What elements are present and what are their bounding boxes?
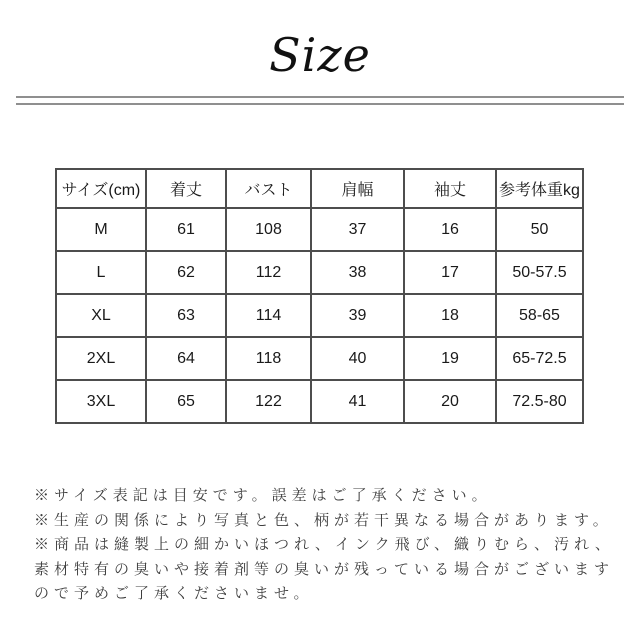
header-bust: バスト bbox=[226, 169, 311, 208]
cell-shoulder: 40 bbox=[311, 337, 404, 380]
table-row-xl bbox=[56, 294, 583, 337]
disclaimer-notes bbox=[34, 484, 630, 607]
table-header-row bbox=[56, 169, 583, 208]
cell-size: 3XL bbox=[56, 380, 146, 423]
cell-shoulder: 37 bbox=[311, 208, 404, 251]
note-line: ので予めご了承くださいませ。 bbox=[34, 585, 314, 602]
cell-weight: 58-65 bbox=[496, 294, 583, 337]
header-shoulder: 肩幅 bbox=[311, 169, 404, 208]
cell-length: 62 bbox=[146, 251, 226, 294]
cell-length: 65 bbox=[146, 380, 226, 423]
cell-weight: 72.5-80 bbox=[496, 380, 583, 423]
cell-size: XL bbox=[56, 294, 146, 337]
cell-bust: 114 bbox=[226, 294, 311, 337]
table-row-l bbox=[56, 251, 583, 294]
cell-size: 2XL bbox=[56, 337, 146, 380]
cell-shoulder: 41 bbox=[311, 380, 404, 423]
cell-size: M bbox=[56, 208, 146, 251]
cell-bust: 118 bbox=[226, 337, 311, 380]
cell-sleeve: 18 bbox=[404, 294, 496, 337]
note-line: ※サイズ表記は目安です。誤差はご了承ください。 bbox=[34, 487, 492, 504]
cell-bust: 108 bbox=[226, 208, 311, 251]
divider-rule-top bbox=[16, 96, 624, 98]
note-line: 素材特有の臭いや接着剤等の臭いが残っている場合がございます bbox=[34, 560, 615, 578]
header-sleeve: 袖丈 bbox=[404, 169, 496, 208]
header-weight: 参考体重kg bbox=[496, 169, 583, 208]
header-length: 着丈 bbox=[146, 169, 226, 208]
size-chart-table bbox=[55, 168, 584, 424]
table-row-m bbox=[56, 208, 583, 251]
cell-sleeve: 16 bbox=[404, 208, 496, 251]
header-size: サイズ(cm) bbox=[56, 169, 146, 208]
note-line: ※商品は縫製上の細かいほつれ、インク飛び、織りむら、汚れ、 bbox=[34, 536, 615, 553]
cell-weight: 65-72.5 bbox=[496, 337, 583, 380]
cell-sleeve: 20 bbox=[404, 380, 496, 423]
cell-bust: 122 bbox=[226, 380, 311, 423]
cell-length: 61 bbox=[146, 208, 226, 251]
cell-sleeve: 17 bbox=[404, 251, 496, 294]
cell-length: 64 bbox=[146, 337, 226, 380]
cell-length: 63 bbox=[146, 294, 226, 337]
note-line: ※生産の関係により写真と色、柄が若干異なる場合があります。 bbox=[34, 511, 613, 529]
page-title: Size bbox=[269, 28, 371, 82]
cell-sleeve: 19 bbox=[404, 337, 496, 380]
cell-shoulder: 38 bbox=[311, 251, 404, 294]
cell-shoulder: 39 bbox=[311, 294, 404, 337]
cell-size: L bbox=[56, 251, 146, 294]
table-row-3xl bbox=[56, 380, 583, 423]
divider-rule-bottom bbox=[16, 103, 624, 105]
table-row-2xl bbox=[56, 337, 583, 380]
cell-weight: 50-57.5 bbox=[496, 251, 583, 294]
cell-weight: 50 bbox=[496, 208, 583, 251]
cell-bust: 112 bbox=[226, 251, 311, 294]
